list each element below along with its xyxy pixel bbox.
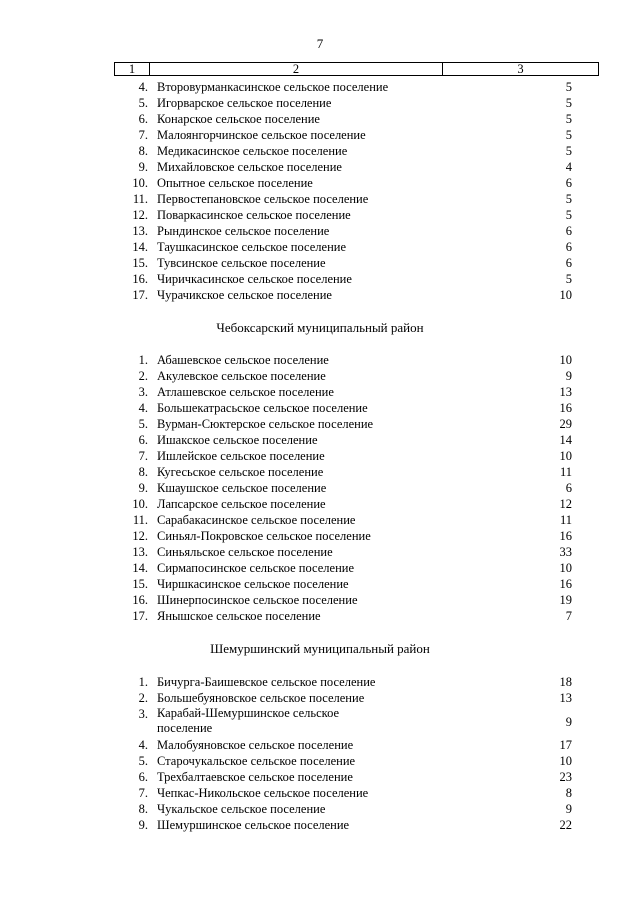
list-item [114,127,599,143]
list-item [114,191,599,207]
settlement-name: Бичурга-Баишевское сельское поселение [157,675,376,689]
row-number: 2. [138,369,148,383]
list-item [114,95,599,111]
settlement-name: Сирмапосинское сельское поселение [157,561,354,575]
list-item [114,464,599,480]
list-item [114,384,599,400]
settlement-name: Трехбалтаевское сельское поселение [157,770,353,784]
settlement-name: Вурман-Сюктерское сельское поселение [157,417,374,431]
settlement-name: Кшаушское сельское поселение [157,481,327,495]
settlement-value: 5 [565,272,572,286]
row-number: 14. [132,561,148,575]
settlement-value: 18 [559,675,572,689]
settlement-value: 23 [559,770,572,784]
list-item [114,753,599,769]
row-number: 1. [138,675,148,689]
list-item [114,576,599,592]
row-number: 11. [132,192,148,206]
row-number: 9. [138,818,148,832]
settlement-value: 6 [565,481,572,495]
settlement-value: 5 [565,144,572,158]
list-item [114,352,599,368]
settlement-value: 16 [559,401,572,415]
row-number: 3. [138,707,148,721]
settlement-name: Михайловское сельское поселение [157,160,342,174]
settlement-name: Конарское сельское поселение [157,112,320,126]
row-number: 8. [138,144,148,158]
row-number: 12. [132,529,148,543]
settlement-value: 13 [559,691,572,705]
row-number: 6. [138,770,148,784]
settlement-value: 10 [559,754,572,768]
settlement-value: 5 [565,192,572,206]
settlement-name: Игорварское сельское поселение [157,96,332,110]
settlement-name: Рындинское сельское поселение [157,224,330,238]
settlement-value: 5 [565,128,572,142]
settlement-value: 16 [559,577,572,591]
settlement-value: 11 [559,465,572,479]
list-item [114,592,599,608]
row-number: 17. [132,609,148,623]
settlement-value: 4 [565,160,572,174]
row-number: 9. [138,160,148,174]
settlement-value: 19 [559,593,572,607]
header-col-1: 1 [115,63,150,76]
row-number: 13. [132,224,148,238]
settlement-value: 9 [565,802,572,816]
settlement-value: 5 [565,80,572,94]
settlement-value: 9 [565,715,572,729]
row-number: 4. [138,738,148,752]
settlement-name: Шемуршинское сельское поселение [157,818,350,832]
list-item [114,512,599,528]
list-item [114,143,599,159]
list-item [114,706,599,737]
row-number: 12. [132,208,148,222]
settlement-list-3 [114,674,599,833]
settlement-value: 10 [559,353,572,367]
row-number: 1. [138,353,148,367]
settlement-value: 10 [559,288,572,302]
settlement-name: Чукальское сельское поселение [157,802,326,816]
settlement-list-1 [114,79,599,303]
settlement-name: Большебуяновское сельское поселение [157,691,365,705]
settlement-value: 14 [559,433,572,447]
list-item [114,432,599,448]
row-number: 10. [132,497,148,511]
row-number: 8. [138,802,148,816]
page-number: 7 [316,36,324,51]
settlement-list-2 [114,352,599,624]
list-item [114,560,599,576]
list-item [114,287,599,303]
list-item [114,496,599,512]
section-title-shemursha: Шемуршинский муниципальный район [210,641,430,656]
list-item [114,400,599,416]
settlement-name: Чепкас-Никольское сельское поселение [157,786,369,800]
settlement-value: 13 [559,385,572,399]
list-item [114,207,599,223]
settlement-name: Карабай-Шемуршинское сельское поселение [157,706,340,735]
settlement-name: Акулевское сельское поселение [157,369,326,383]
settlement-name: Абашевское сельское поселение [157,353,329,367]
settlement-value: 33 [559,545,572,559]
list-item [114,159,599,175]
settlement-value: 10 [559,561,572,575]
settlement-name: Янышское сельское поселение [157,609,321,623]
settlement-name: Первостепановское сельское поселение [157,192,369,206]
settlement-name: Синьял-Покровское сельское поселение [157,529,371,543]
settlement-name: Кугесьское сельское поселение [157,465,324,479]
settlement-value: 12 [559,497,572,511]
settlement-name: Сарабакасинское сельское поселение [157,513,356,527]
settlement-name: Чиричкасинское сельское поселение [157,272,352,286]
settlement-value: 29 [559,417,572,431]
row-number: 7. [138,786,148,800]
settlement-name: Чиршкасинское сельское поселение [157,577,349,591]
row-number: 5. [138,417,148,431]
row-number: 3. [138,385,148,399]
settlement-value: 6 [565,256,572,270]
row-number: 16. [132,593,148,607]
list-item [114,817,599,833]
settlement-value: 9 [565,369,572,383]
settlement-name: Ишлейское сельское поселение [157,449,325,463]
list-item [114,480,599,496]
row-number: 7. [138,449,148,463]
row-number: 17. [132,288,148,302]
settlement-name: Синьяльское сельское поселение [157,545,333,559]
list-item [114,769,599,785]
settlement-name: Ишакское сельское поселение [157,433,318,447]
row-number: 2. [138,691,148,705]
settlement-value: 16 [559,529,572,543]
row-number: 8. [138,465,148,479]
settlement-value: 11 [559,513,572,527]
settlement-name: Малоянгорчинское сельское поселение [157,128,366,142]
settlement-name: Второвурманкасинское сельское поселение [157,80,389,94]
settlement-value: 8 [565,786,572,800]
row-number: 9. [138,481,148,495]
settlement-value: 17 [559,738,572,752]
settlement-name: Таушкасинское сельское поселение [157,240,346,254]
row-number: 5. [138,96,148,110]
list-item [114,255,599,271]
header-col-3: 3 [443,63,599,76]
settlement-name: Поваркасинское сельское поселение [157,208,351,222]
row-number: 4. [138,80,148,94]
settlement-value: 10 [559,449,572,463]
list-item [114,448,599,464]
row-number: 6. [138,433,148,447]
list-item [114,239,599,255]
settlement-name: Опытное сельское поселение [157,176,313,190]
row-number: 16. [132,272,148,286]
list-item [114,674,599,690]
row-number: 5. [138,754,148,768]
row-number: 13. [132,545,148,559]
list-item [114,528,599,544]
settlement-name: Шинерпосинское сельское поселение [157,593,358,607]
row-number: 6. [138,112,148,126]
table-header [114,62,599,76]
settlement-name: Медикасинское сельское поселение [157,144,348,158]
list-item [114,737,599,753]
list-item [114,801,599,817]
list-item [114,79,599,95]
settlement-value: 22 [559,818,572,832]
settlement-value: 6 [565,240,572,254]
settlement-name: Тувсинское сельское поселение [157,256,326,270]
settlement-value: 5 [565,208,572,222]
list-item [114,690,599,706]
settlement-value: 6 [565,224,572,238]
row-number: 15. [132,256,148,270]
settlement-name: Атлашевское сельское поселение [157,385,334,399]
settlement-value: 6 [565,176,572,190]
row-number: 15. [132,577,148,591]
settlement-value: 5 [565,112,572,126]
settlement-name: Чурачикское сельское поселение [157,288,332,302]
row-number: 7. [138,128,148,142]
list-item [114,608,599,624]
row-number: 11. [132,513,148,527]
row-number: 10. [132,176,148,190]
header-col-2: 2 [150,63,443,76]
list-item [114,416,599,432]
list-item [114,368,599,384]
list-item [114,175,599,191]
list-item [114,785,599,801]
row-number: 14. [132,240,148,254]
settlement-name: Лапсарское сельское поселение [157,497,326,511]
section-title-cheboksary: Чебоксарский муниципальный район [216,320,424,335]
settlement-value: 5 [565,96,572,110]
list-item [114,223,599,239]
settlement-name: Большекатрасьское сельское поселение [157,401,368,415]
list-item [114,544,599,560]
row-number: 4. [138,401,148,415]
list-item [114,271,599,287]
settlement-name: Старочукальское сельское поселение [157,754,356,768]
list-item [114,111,599,127]
settlement-value: 7 [565,609,572,623]
settlement-name: Малобуяновское сельское поселение [157,738,354,752]
